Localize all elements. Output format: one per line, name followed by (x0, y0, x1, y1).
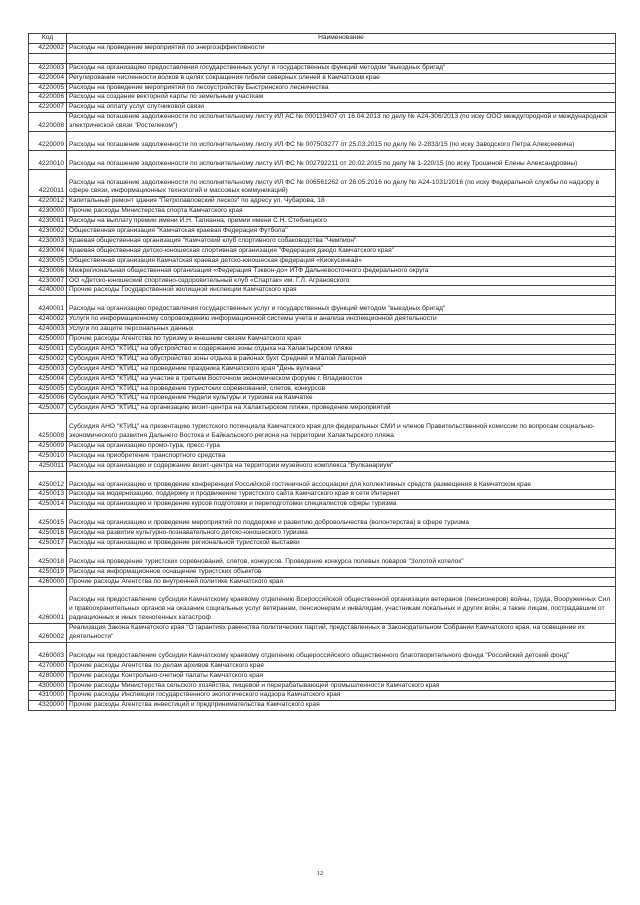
table-row (29, 577, 616, 587)
table-row (29, 325, 616, 335)
row-name: Расходы на оплату услуг спутниковой связи (67, 103, 616, 113)
table-row (29, 335, 616, 345)
row-name: Расходы на организацию и проведение курсов подготовки и переподготовки специалистов сферы туризма (67, 500, 616, 510)
row-name: Расходы на модернизацию, поддержку и продвижение туристского сайта Камчатского края в сети Интернет (67, 490, 616, 500)
row-name: Расходы на организацию и проведение конференции Российской гостиничной ассоциации для коллективных средств размещения в Камчатском крае (67, 471, 616, 490)
page-number: 12 (316, 870, 324, 877)
table-row (29, 548, 616, 567)
row-name: Краевая общественная детско-юношеская спортивная организация "Федерация дзюдо Камчатского края" (67, 246, 616, 256)
row-code: 4250016 (29, 529, 67, 539)
row-name: Расходы на проведение мероприятий по энергоэффективности (67, 43, 616, 53)
row-code: 4250015 (29, 510, 67, 529)
table-row (29, 510, 616, 529)
row-code: 4250006 (29, 394, 67, 404)
table-row (29, 266, 616, 276)
row-code: 4250019 (29, 567, 67, 577)
row-code: 4310000 (29, 691, 67, 701)
table-header-row (29, 34, 616, 44)
row-name: Прочие расходы Агентства по туризму и внешним связям Камчатского края (67, 335, 616, 345)
table-row (29, 404, 616, 414)
row-code: 4220005 (29, 83, 67, 93)
table-row (29, 394, 616, 404)
row-code: 4250008 (29, 414, 67, 442)
row-code: 4230002 (29, 227, 67, 237)
row-name: Прочие расходы Агентства по внутренней политике Камчатского края (67, 577, 616, 587)
row-code: 4220006 (29, 93, 67, 103)
row-name: Расходы на организацию и содержание визит-центра на территории музейного комплекса "Вулканариум" (67, 461, 616, 471)
table-row (29, 354, 616, 364)
row-name: Субсидия АНО "КТИЦ" на проведение туристских соревнований, слетов, конкурсов (67, 384, 616, 394)
row-code: 4240000 (29, 286, 67, 296)
row-code: 4250007 (29, 404, 67, 414)
row-name: Прочие расходы Министерства сельского хозяйства, пищевой и перерабатывающей промышленности Камчатского края (67, 681, 616, 691)
row-name: Расходы на организацию промо-тура, пресс-тура (67, 441, 616, 451)
table-row (29, 236, 616, 246)
row-name: Прочие расходы Агентства по делам архивов Камчатского края (67, 661, 616, 671)
row-code: 4220012 (29, 197, 67, 207)
table-row (29, 691, 616, 701)
row-name: Расходы на развитие культурно-познавательного детско-юношеского туризма (67, 529, 616, 539)
row-name: Расходы на приобретение транспортного средства (67, 451, 616, 461)
row-code: 4320000 (29, 701, 67, 711)
table-row (29, 374, 616, 384)
table-row (29, 681, 616, 691)
table-row (29, 441, 616, 451)
row-code: 4260000 (29, 577, 67, 587)
table-row (29, 217, 616, 227)
row-name: Субсидия АНО "КТИЦ" на организацию визит-центра на Халактырском пляже, проведение мероприятий (67, 404, 616, 414)
row-code: 4230000 (29, 207, 67, 217)
row-name: Прочие расходы Инспекции государственного экологического надзора Камчатского края (67, 691, 616, 701)
row-name: Общественная организация "Камчатская краевая Федерация Футбола" (67, 227, 616, 237)
header-name: Наименование (67, 34, 616, 44)
row-code: 4240003 (29, 325, 67, 335)
row-code: 4270000 (29, 661, 67, 671)
row-name: Регулирование численности волков в целях сокращения гибели северных оленей в Камчатском крае (67, 73, 616, 83)
row-name: Расходы на погашение задолженности по исполнительному листу ИЛ ФС № 007503277 от 25.03.2015 по делу № 2-2833/15 (по иску Заводского Петра Алексеевича) (67, 132, 616, 151)
row-code: 4250010 (29, 451, 67, 461)
row-code: 4250018 (29, 548, 67, 567)
row-name: Расходы на предоставление субсидии Камчатскому краевому отделению Всероссийской общественной организации ветеранов (пенсионеров) войны, труда, Вооруженных Сил и правоохранительных органов на оказание социальных услуг ветеранам, пенсионерам и инвалидам, участникам локальных и других войн, а также лицам, пострадавшим от радиационных и иных техногенных катастроф (67, 587, 616, 624)
row-code: 4300000 (29, 681, 67, 691)
row-name: Расходы на организацию предоставления государственных услуг и государственных функций методом "выездных бригад" (67, 63, 616, 73)
row-name: Субсидия АНО "КТИЦ" на обустройство зоны отдыха в районах бухт Средней и Малой Лагерной (67, 354, 616, 364)
row-name: Расходы на организацию предоставления государственных услуг и государственных функций методом "выездных бригад" (67, 296, 616, 315)
table-row (29, 256, 616, 266)
table-row (29, 490, 616, 500)
row-code: 4220011 (29, 169, 67, 197)
row-name: Краевая общественная организация "Камчатский клуб спортивного собаководства "Чемпион" (67, 236, 616, 246)
table-row (29, 471, 616, 490)
table-row (29, 529, 616, 539)
row-code: 4220010 (29, 150, 67, 169)
row-name: Расходы на проведение мероприятий по лесоустройству Быстринского лесничества (67, 83, 616, 93)
row-name: Услуги по защите персональных данных (67, 325, 616, 335)
table-row (29, 451, 616, 461)
row-name: Расходы на погашение задолженности по исполнительному листу ИЛ АС № 000119407 от 16.04.2013 по делу № А24-306/2013 (по иску ООО междугородной и международной электрической связи "Ростелеком") (67, 113, 616, 132)
row-code: 4250002 (29, 354, 67, 364)
row-name: Межрегиональная общественная организация «Федерация Тэквон-до» ИТФ Дальневосточного федерального округа (67, 266, 616, 276)
table-row (29, 169, 616, 197)
row-code: 4250017 (29, 538, 67, 548)
table-row (29, 624, 616, 643)
row-code: 4250013 (29, 490, 67, 500)
row-code: 4250011 (29, 461, 67, 471)
row-code: 4260002 (29, 624, 67, 643)
table-row (29, 461, 616, 471)
row-name: Расходы на организацию и проведение мероприятий по поддержке и развитию добровольчества (волонтерства) в сфере туризма (67, 510, 616, 529)
row-code: 4250000 (29, 335, 67, 345)
row-name: Услуги по информационному сопровождению информационной системы учета и анализа инспекционной деятельности (67, 315, 616, 325)
table-row (29, 701, 616, 711)
row-code: 4220008 (29, 113, 67, 132)
table-row (29, 197, 616, 207)
row-code: 4220003 (29, 63, 67, 73)
row-name: Прочие расходы Государственной жилищной инспекции Камчатского края (67, 286, 616, 296)
row-code: 4250003 (29, 364, 67, 374)
row-name: Субсидия АНО "КТИЦ" на участие в третьем Восточном экономическом форуме г. Владивосток (67, 374, 616, 384)
row-name: Субсидия АНО "КТИЦ" на презентацию туристского потенциала Камчатского края для федеральных СМИ и членов Правительственной комиссии по вопросам социально-экономического развития Дальнего Востока и Байкальского региона на территории Халактырского пляжа (67, 414, 616, 442)
row-name: Расходы на создание векторной карты по земельным участкам (67, 93, 616, 103)
row-name: Субсидия АНО "КТИЦ" на проведение праздника Камчатского края "День вулкана" (67, 364, 616, 374)
table-row (29, 671, 616, 681)
table-row (29, 500, 616, 510)
table-row (29, 364, 616, 374)
row-code: 4240002 (29, 315, 67, 325)
row-code: 4250001 (29, 344, 67, 354)
row-code: 4250004 (29, 374, 67, 384)
table-row (29, 83, 616, 93)
row-code: 4280000 (29, 671, 67, 681)
row-name: Субсидия АНО "КТИЦ" на обустройство и содержание зоны отдыха на Халактырском пляже (67, 344, 616, 354)
row-name: Капитальный ремонт здания "Петропавловский лескоз" по адресу ул. Чубарова, 18 (67, 197, 616, 207)
table-row (29, 103, 616, 113)
row-code: 4220004 (29, 73, 67, 83)
row-code: 4250005 (29, 384, 67, 394)
row-name: Расходы на информационное оснащение туристских объектов (67, 567, 616, 577)
row-code: 4250012 (29, 471, 67, 490)
row-code: 4230006 (29, 266, 67, 276)
row-name (67, 53, 616, 63)
row-name: ОО «Детско-юношеский спортивно-оздоровительный клуб «Спартак» им. Г.Л. Аграновского (67, 276, 616, 286)
table-row (29, 414, 616, 442)
row-code: 4220009 (29, 132, 67, 151)
row-name: Расходы на выплату премии имени И.Н. Тапианна, премии имени С.Н. Стебницкого (67, 217, 616, 227)
row-name: Расходы на погашение задолженности по исполнительному листу ИЛ ФС № 002792211 от 20.02.2015 по делу № 1-220/15 (по иску Трошиной Елены Александровны) (67, 150, 616, 169)
row-code (29, 53, 67, 63)
table-row (29, 642, 616, 661)
table-row (29, 296, 616, 315)
table-row (29, 315, 616, 325)
row-code: 4220002 (29, 43, 67, 53)
row-name: Расходы на организацию и проведение региональной туристской выставки (67, 538, 616, 548)
row-name: Прочие расходы Агентства инвестиций и предпринимательства Камчатского края (67, 701, 616, 711)
row-code: 4260001 (29, 587, 67, 624)
row-code: 4230003 (29, 236, 67, 246)
table-row (29, 53, 616, 63)
table-row (29, 538, 616, 548)
table-row (29, 246, 616, 256)
table-row (29, 276, 616, 286)
row-name: Прочие расходы Министерства спорта Камчатского края (67, 207, 616, 217)
table-row (29, 567, 616, 577)
row-code: 4240001 (29, 296, 67, 315)
header-code: Код (29, 34, 67, 44)
table-row (29, 150, 616, 169)
table-row (29, 132, 616, 151)
table-row (29, 43, 616, 53)
row-code: 4260003 (29, 642, 67, 661)
table-row (29, 73, 616, 83)
table-row (29, 227, 616, 237)
row-name: Прочие расходы Контрольно-счетной палаты Камчатского края (67, 671, 616, 681)
row-code: 4250009 (29, 441, 67, 451)
table-row (29, 63, 616, 73)
row-code: 4230004 (29, 246, 67, 256)
row-code: 4230007 (29, 276, 67, 286)
row-name: Реализация Закона Камчатского края "О гарантиях равенства политических партий, представленных в Законодательном Собрании Камчатского края, на освещение их деятельности" (67, 624, 616, 643)
table-row (29, 384, 616, 394)
table-row (29, 207, 616, 217)
table-row (29, 93, 616, 103)
row-name: Субсидия АНО "КТИЦ" на проведение Недели культуры и туризма на Камчатке (67, 394, 616, 404)
row-code: 4230001 (29, 217, 67, 227)
row-name: Расходы на проведение туристских соревнований, слетов, конкурсов. Проведение конкурса полевых поваров "Золотой котелок" (67, 548, 616, 567)
row-name: Расходы на предоставление субсидии Камчатскому краевому отделению общероссийского общественного благотворительного фонда "Российский детский фонд" (67, 642, 616, 661)
table-row (29, 587, 616, 624)
table-row (29, 344, 616, 354)
budget-codes-table (28, 33, 616, 711)
row-name: Расходы на погашение задолженности по исполнительному листу ИЛ ФС № 006561262 от 26.05.2016 по делу № А24-1031/2016 (по иску Федеральной службы по надзору в сфере связи, информационных технологий и массовых коммуникаций) (67, 169, 616, 197)
table-row (29, 286, 616, 296)
table-row (29, 661, 616, 671)
row-code: 4230005 (29, 256, 67, 266)
row-code: 4220007 (29, 103, 67, 113)
row-name: Общественная организация Камчатская краевая детско-юношеская федерация «Киокусинкай» (67, 256, 616, 266)
table-row (29, 113, 616, 132)
row-code: 4250014 (29, 500, 67, 510)
